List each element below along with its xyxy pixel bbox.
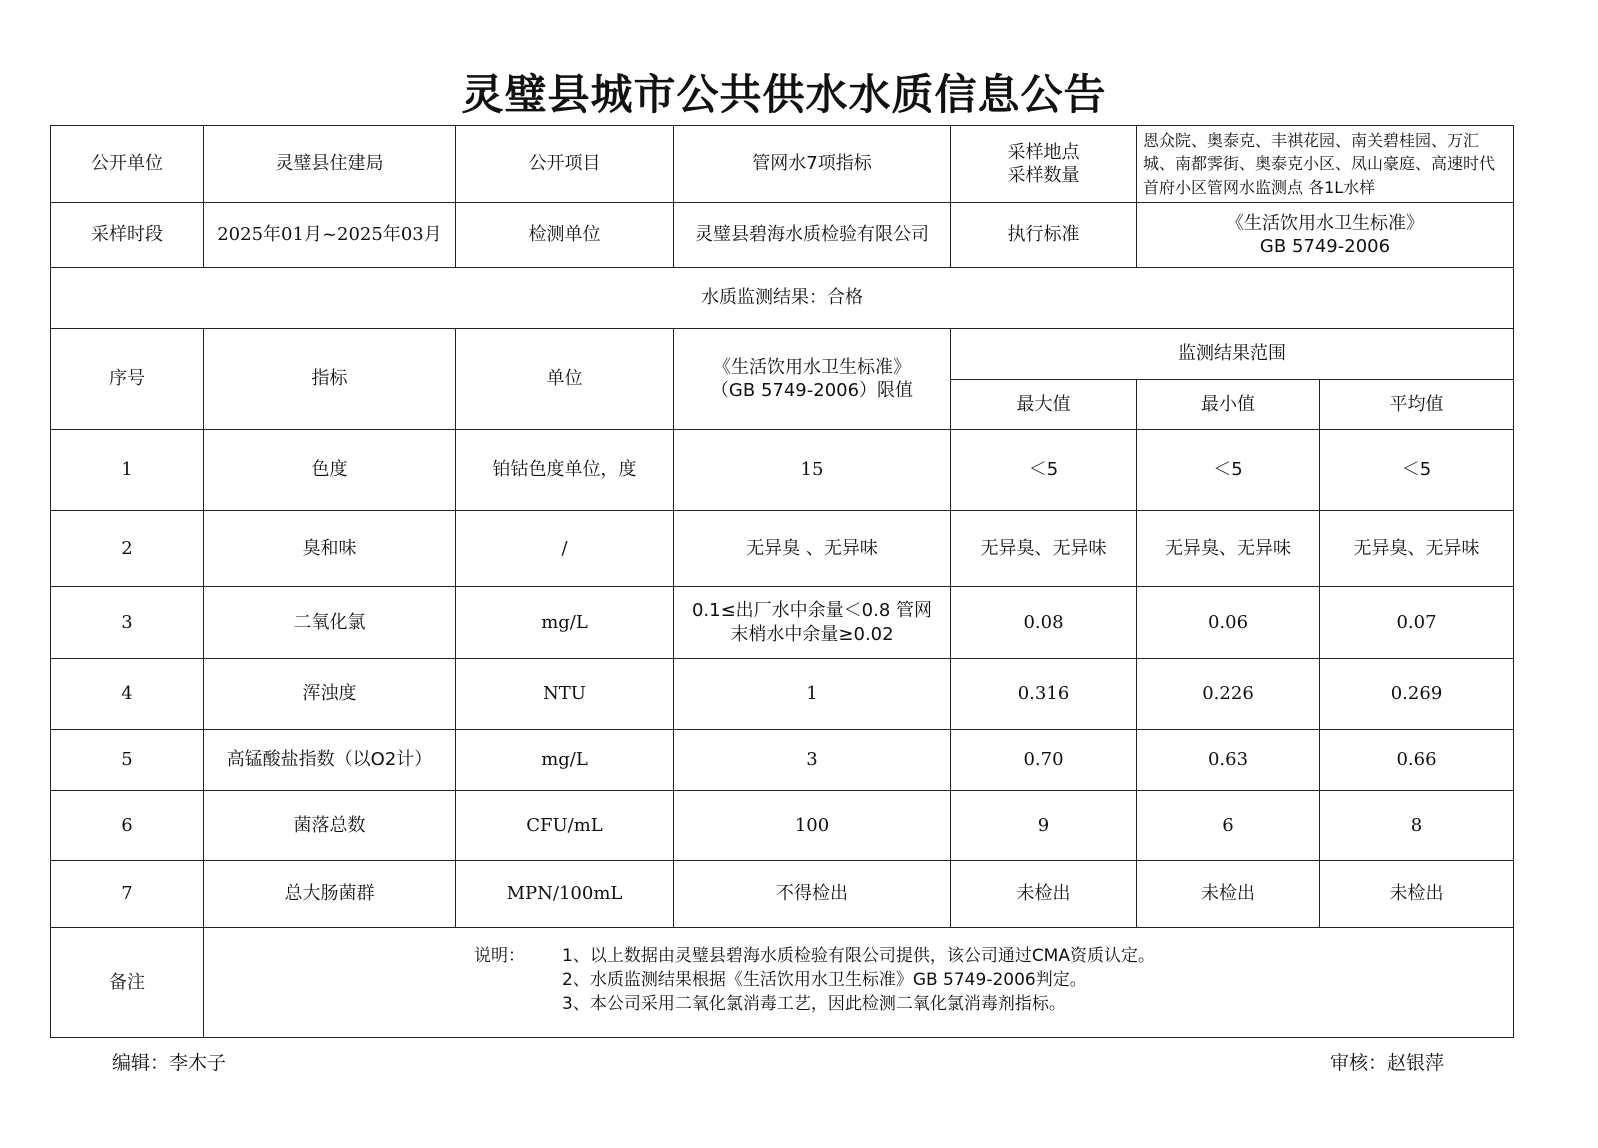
table-row xyxy=(51,730,1514,791)
row-max: 9 xyxy=(951,791,1137,861)
result-row xyxy=(51,268,1514,329)
label-sampling-location xyxy=(951,126,1137,203)
row-max: 0.70 xyxy=(951,730,1137,791)
row-indicator: 浑浊度 xyxy=(204,659,456,730)
row-indicator: 二氧化氯 xyxy=(204,587,456,659)
header-max: 最大值 xyxy=(951,380,1137,430)
reviewer-signature: 审核：赵银萍 xyxy=(1330,1052,1445,1074)
row-avg: 无异臭、无异味 xyxy=(1320,511,1514,587)
row-unit: mg/L xyxy=(456,587,674,659)
row-min: 0.226 xyxy=(1137,659,1320,730)
row-limit-line-1: 3 xyxy=(806,749,818,771)
row-limit xyxy=(674,587,951,659)
editor-signature: 编辑：李木子 xyxy=(112,1052,227,1074)
row-max: 未检出 xyxy=(951,861,1137,928)
row-avg: 0.66 xyxy=(1320,730,1514,791)
table-row xyxy=(51,430,1514,511)
header-indicator: 指标 xyxy=(204,329,456,430)
row-avg: 0.269 xyxy=(1320,659,1514,730)
remark-line: 1、以上数据由灵璧县碧海水质检验有限公司提供，该公司通过CMA资质认定。 xyxy=(562,946,1155,966)
row-limit-line-1: 100 xyxy=(794,814,830,836)
header-unit: 单位 xyxy=(456,329,674,430)
row-limit xyxy=(674,730,951,791)
header-limit-line-1: 《生活饮用水卫生标准》 xyxy=(713,356,911,378)
row-max: 0.08 xyxy=(951,587,1137,659)
standard-line-1: 《生活饮用水卫生标准》 xyxy=(1226,212,1424,234)
row-seq: 7 xyxy=(51,861,204,928)
label-standard: 执行标准 xyxy=(951,203,1137,268)
monitoring-result: 水质监测结果：合格 xyxy=(51,268,1514,329)
row-limit-line-1: 1 xyxy=(806,683,818,705)
water-quality-table xyxy=(50,125,1514,1038)
row-limit xyxy=(674,659,951,730)
row-seq: 1 xyxy=(51,430,204,511)
label-sampling-period: 采样时段 xyxy=(51,203,204,268)
table-row xyxy=(51,587,1514,659)
row-min: 无异臭、无异味 xyxy=(1137,511,1320,587)
remarks-label: 备注 xyxy=(51,928,204,1038)
remarks-row xyxy=(51,928,1514,1038)
row-unit: MPN/100mL xyxy=(456,861,674,928)
sampling-location: 恩众院、奥泰克、丰祺花园、南关碧桂园、万汇城、南都霁街、奥泰克小区、凤山豪庭、高速时代首府小区管网水监测点 各1L水样 xyxy=(1137,126,1514,203)
row-limit-line-1: 无异臭 、无异味 xyxy=(746,537,878,559)
label-publish-unit: 公开单位 xyxy=(51,126,204,203)
row-unit: mg/L xyxy=(456,730,674,791)
row-seq: 5 xyxy=(51,730,204,791)
table-row xyxy=(51,861,1514,928)
row-seq: 3 xyxy=(51,587,204,659)
row-indicator: 高锰酸盐指数（以O2计） xyxy=(204,730,456,791)
row-limit xyxy=(674,430,951,511)
row-min: 6 xyxy=(1137,791,1320,861)
row-indicator: 总大肠菌群 xyxy=(204,861,456,928)
row-indicator: 臭和味 xyxy=(204,511,456,587)
row-avg: 8 xyxy=(1320,791,1514,861)
remarks-content xyxy=(474,944,1155,1016)
standard xyxy=(1137,203,1514,268)
header-range: 监测结果范围 xyxy=(951,329,1514,380)
row-limit-line-1: 0.1≤出厂水中余量＜0.8 管网 xyxy=(691,600,933,622)
row-min: ＜5 xyxy=(1137,430,1320,511)
remark-line: 2、水质监测结果根据《生活饮用水卫生标准》GB 5749-2006判定。 xyxy=(562,970,1087,991)
header-seq: 序号 xyxy=(51,329,204,430)
row-seq: 2 xyxy=(51,511,204,587)
table-row xyxy=(51,791,1514,861)
sampling-period: 2025年01月~2025年03月 xyxy=(204,203,456,268)
row-limit-line-1: 15 xyxy=(800,459,824,481)
standard-line-2: GB 5749-2006 xyxy=(1259,236,1391,257)
label-testing-unit: 检测单位 xyxy=(456,203,674,268)
row-min: 未检出 xyxy=(1137,861,1320,928)
row-min: 0.06 xyxy=(1137,587,1320,659)
row-indicator: 色度 xyxy=(204,430,456,511)
row-avg: ＜5 xyxy=(1320,430,1514,511)
header-row-1 xyxy=(51,329,1514,380)
row-limit xyxy=(674,861,951,928)
row-limit-line-1: 不得检出 xyxy=(776,883,848,905)
page-title: 灵璧县城市公共供水水质信息公告 xyxy=(461,70,1107,119)
publish-unit: 灵璧县住建局 xyxy=(204,126,456,203)
row-avg: 0.07 xyxy=(1320,587,1514,659)
row-unit: 铂钴色度单位，度 xyxy=(456,430,674,511)
info-row-1 xyxy=(51,126,1514,203)
remarks-lead: 说明： xyxy=(474,946,525,966)
publish-item: 管网水7项指标 xyxy=(674,126,951,203)
header-min: 最小值 xyxy=(1137,380,1320,430)
remarks-lines xyxy=(562,944,1155,1016)
row-indicator: 菌落总数 xyxy=(204,791,456,861)
table-row xyxy=(51,511,1514,587)
header-limit xyxy=(674,329,951,430)
header-limit-line-2: （GB 5749-2006）限值 xyxy=(710,380,914,401)
row-max: ＜5 xyxy=(951,430,1137,511)
info-row-2 xyxy=(51,203,1514,268)
row-unit: CFU/mL xyxy=(456,791,674,861)
row-unit: / xyxy=(456,511,674,587)
row-avg: 未检出 xyxy=(1320,861,1514,928)
row-unit: NTU xyxy=(456,659,674,730)
row-max: 0.316 xyxy=(951,659,1137,730)
row-seq: 4 xyxy=(51,659,204,730)
row-limit xyxy=(674,511,951,587)
row-min: 0.63 xyxy=(1137,730,1320,791)
remarks-body xyxy=(204,928,1514,1038)
label-publish-item: 公开项目 xyxy=(456,126,674,203)
row-max: 无异臭、无异味 xyxy=(951,511,1137,587)
table-row xyxy=(51,659,1514,730)
row-seq: 6 xyxy=(51,791,204,861)
label-location-line-2: 采样数量 xyxy=(1007,165,1080,186)
remark-line: 3、本公司采用二氧化氯消毒工艺，因此检测二氧化氯消毒剂指标。 xyxy=(562,994,1066,1015)
row-limit xyxy=(674,791,951,861)
label-location-line-1: 采样地点 xyxy=(1007,141,1080,163)
testing-unit: 灵璧县碧海水质检验有限公司 xyxy=(674,203,951,268)
header-avg: 平均值 xyxy=(1320,380,1514,430)
row-limit-line-2: 末梢水中余量≥0.02 xyxy=(730,623,894,645)
